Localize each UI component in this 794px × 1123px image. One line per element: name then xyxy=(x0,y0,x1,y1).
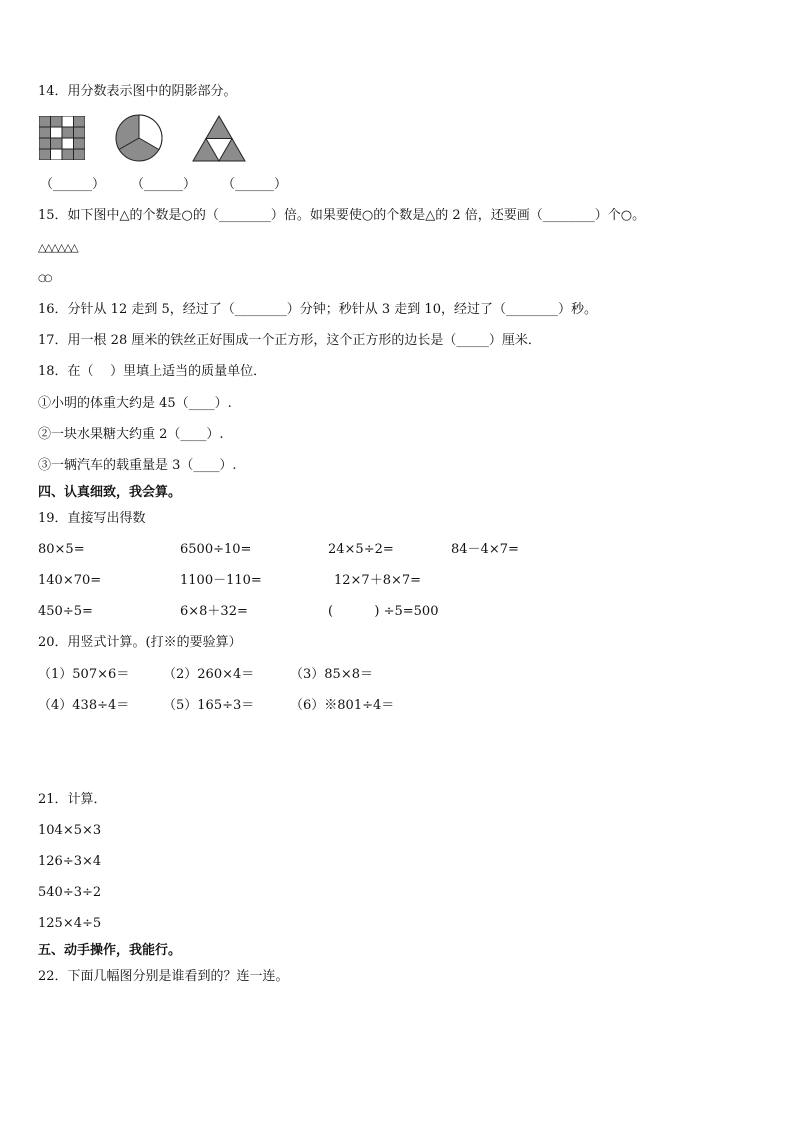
q19-cell: 6×8＋32= xyxy=(180,604,248,619)
q21-item: 104×5×3 xyxy=(38,823,102,838)
grid-cell xyxy=(51,127,63,138)
q20-cell: （3）85×8＝ xyxy=(290,667,373,682)
q14-blank-2[interactable]: （______） xyxy=(131,177,197,192)
q21-item: 540÷3÷2 xyxy=(38,885,102,900)
grid-cell xyxy=(74,116,86,127)
q16-prompt: 16．分针从 12 走到 5，经过了（________）分钟；秒针从 3 走到 10，经过了（________）秒。 xyxy=(38,302,597,317)
q20-cell: （2）260×4＝ xyxy=(163,667,255,682)
q14-blank-3[interactable]: （______） xyxy=(222,177,288,192)
q14-prompt: 14．用分数表示图中的阴影部分。 xyxy=(38,84,237,99)
grid-cell xyxy=(62,127,74,138)
grid-cell xyxy=(74,127,86,138)
q21-item: 126÷3×4 xyxy=(38,854,102,869)
q18-prompt: 18．在（ ）里填上适当的质量单位． xyxy=(38,364,267,379)
grid-figure xyxy=(39,116,85,160)
q20-prompt: 20．用竖式计算。(打※的要验算） xyxy=(38,635,242,650)
q15-triangles: △△△△△△ xyxy=(38,241,77,254)
triangle-figure xyxy=(192,115,246,162)
grid-cell xyxy=(39,138,51,149)
q19-cell: ( ) ÷5=500 xyxy=(328,604,439,619)
grid-cell xyxy=(62,138,74,149)
q21-prompt: 21．计算． xyxy=(38,792,107,807)
q20-cell: （6）※801÷4＝ xyxy=(290,698,395,713)
grid-cell xyxy=(62,149,74,160)
grid-cell xyxy=(39,149,51,160)
q21-item: 125×4÷5 xyxy=(38,916,102,931)
q20-cell: （4）438÷4＝ xyxy=(38,698,130,713)
section5-title: 五、动手操作，我能行。 xyxy=(38,943,182,958)
grid-cell xyxy=(51,149,63,160)
grid-cell xyxy=(39,127,51,138)
q15-circles: ○○ xyxy=(38,273,50,284)
circle-figure xyxy=(115,114,163,162)
q15-prompt: 15．如下图中△的个数是○的（________）倍。如果要使○的个数是△的 2 倍，还要画（________）个○。 xyxy=(38,208,646,223)
q22-prompt: 22．下面几幅图分别是谁看到的？连一连。 xyxy=(38,969,289,984)
grid-cell xyxy=(74,138,86,149)
q19-cell: 140×70= xyxy=(38,573,102,588)
q19-cell: 1100－110= xyxy=(180,573,262,588)
q17-prompt: 17．用一根 28 厘米的铁丝正好围成一个正方形，这个正方形的边长是（_____）厘米． xyxy=(38,333,541,348)
q19-cell: 6500÷10= xyxy=(180,542,252,557)
q18-item-2: ②一块水果糖大约重 2（____）. xyxy=(38,427,224,442)
q19-cell: 450÷5= xyxy=(38,604,93,619)
q19-cell: 12×7＋8×7= xyxy=(334,573,422,588)
grid-cell xyxy=(51,138,63,149)
grid-cell xyxy=(62,116,74,127)
q19-cell: 80×5= xyxy=(38,542,85,557)
q19-prompt: 19．直接写出得数 xyxy=(38,511,146,526)
q19-cell: 84－4×7= xyxy=(451,542,519,557)
q18-item-1: ①小明的体重大约是 45（____）. xyxy=(38,396,232,411)
grid-cell xyxy=(39,116,51,127)
q19-cell: 24×5÷2= xyxy=(328,542,394,557)
q18-item-3: ③一辆汽车的载重量是 3（____）. xyxy=(38,458,237,473)
grid-cell xyxy=(74,149,86,160)
grid-cell xyxy=(51,116,63,127)
q14-blank-1[interactable]: （______） xyxy=(40,177,106,192)
q20-cell: （5）165÷3＝ xyxy=(163,698,255,713)
section4-title: 四、认真细致，我会算。 xyxy=(38,485,182,500)
q20-cell: （1）507×6＝ xyxy=(38,667,130,682)
